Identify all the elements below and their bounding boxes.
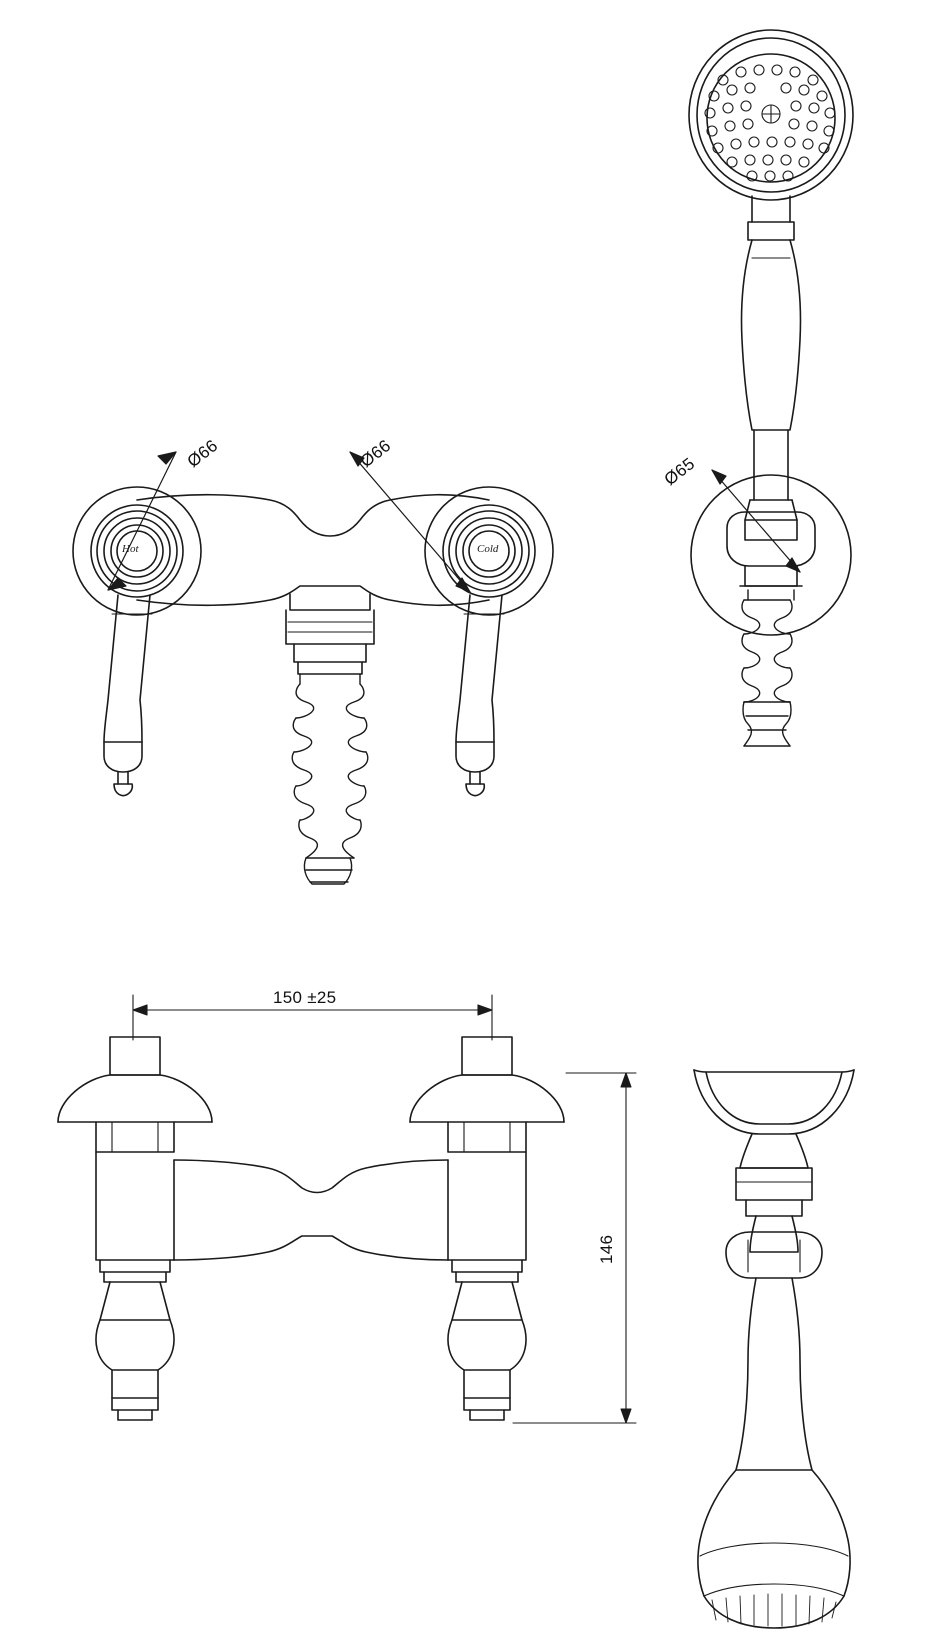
dim-d65-leader [712, 470, 800, 572]
dim-d66-right-leader [350, 452, 470, 592]
dim-146-label: 146 [597, 1234, 616, 1264]
hot-indice-label: Hot [122, 543, 139, 555]
dim-d66-right-label: Ø66 [356, 435, 395, 472]
tap-front-view [73, 487, 553, 796]
cold-indice-label: Cold [477, 543, 499, 555]
tap-side-view [58, 1037, 564, 1420]
tap-front-hose [292, 674, 368, 884]
handset-view [689, 30, 853, 540]
handset-hose [742, 590, 794, 746]
dim-d65-label: Ø65 [660, 453, 699, 490]
dim-146-group [513, 1073, 636, 1423]
handset-wall-bracket [691, 475, 851, 635]
handset-side-view [694, 1070, 854, 1628]
dim-d66-left-leader [108, 452, 176, 590]
dim-d66-left-label: Ø66 [183, 435, 222, 472]
dim-150-label: 150 ±25 [273, 988, 337, 1007]
